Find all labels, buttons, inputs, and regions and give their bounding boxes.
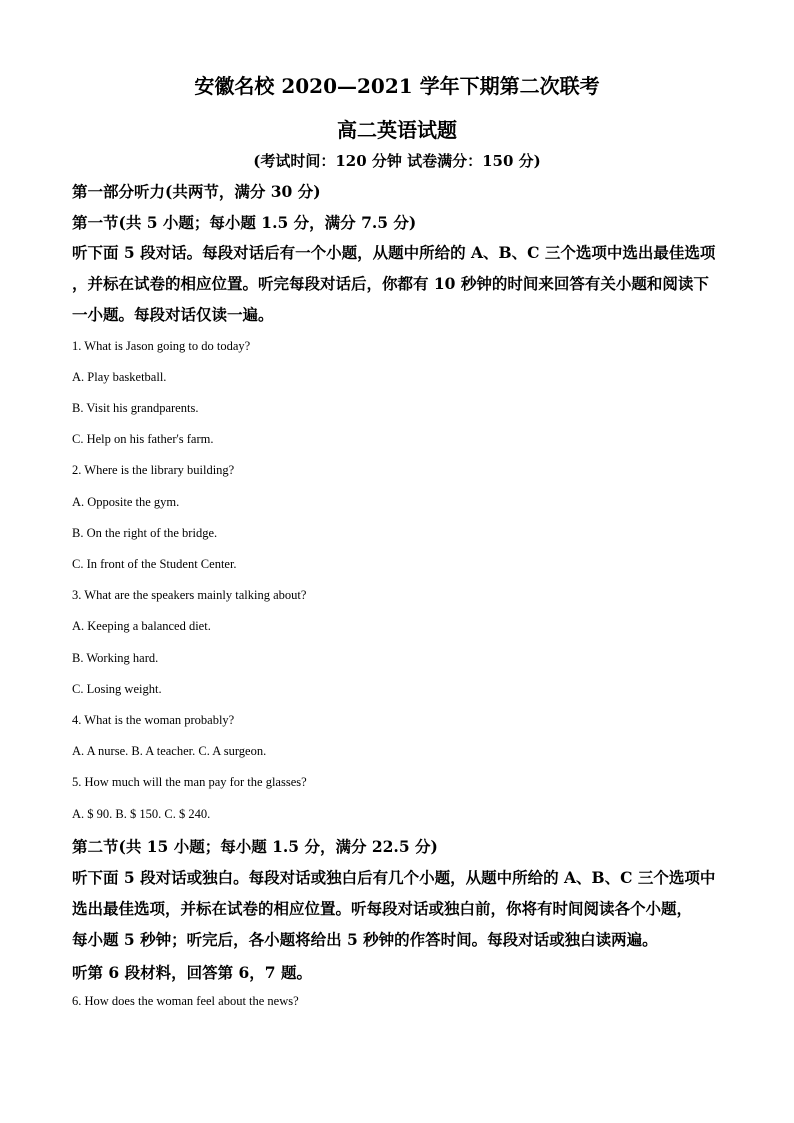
instruction-line: 一小题。每段对话仅读一遍。 — [72, 305, 274, 324]
section1-instructions — [72, 237, 728, 330]
question-5: 5. How much will the man pay for the glasses? — [72, 775, 307, 789]
option-line: A. Opposite the gym. — [72, 495, 180, 509]
exam-title: 安徽名校 2020—2021 学年下期第二次联考 — [194, 74, 600, 98]
exam-subtitle: 高二英语试题 — [337, 118, 457, 142]
instruction-line: 听下面 5 段对话。每段对话后有一个小题，从题中所给的 A、B、C 三个选项中选出最佳选项 — [72, 243, 716, 262]
option-line: C. Losing weight. — [72, 682, 162, 696]
question-1: 1. What is Jason going to do today? — [72, 339, 251, 353]
option-line: C. In front of the Student Center. — [72, 557, 237, 571]
option-line: A. A nurse. B. A teacher. C. A surgeon. — [72, 744, 267, 758]
instruction-line: 听下面 5 段对话或独白。每段对话或独白后有几个小题，从题中所给的 A、B、C 三个选项中 — [72, 868, 716, 887]
instruction-line: 选出最佳选项，并标在试卷的相应位置。听每段对话或独白前，你将有时间阅读各个小题， — [72, 899, 693, 918]
section1-heading: 第一节(共 5 小题；每小题 1.5 分，满分 7.5 分) — [72, 213, 417, 232]
option-line: B. On the right of the bridge. — [72, 526, 218, 540]
instruction-line: ，并标在试卷的相应位置。听完每段对话后，你都有 10 秒钟的时间来回答有关小题和阅读下 — [72, 274, 709, 293]
option-line: A. $ 90. B. $ 150. C. $ 240. — [72, 807, 211, 821]
section2-instructions — [72, 862, 728, 955]
question-2: 2. Where is the library building? — [72, 463, 235, 477]
option-line: A. Play basketball. — [72, 370, 167, 384]
instruction-line: 每小题 5 秒钟；听完后，各小题将给出 5 秒钟的作答时间。每段对话或独白读两遍。 — [72, 930, 658, 949]
option-line: B. Working hard. — [72, 651, 159, 665]
question-6: 6. How does the woman feel about the news? — [72, 994, 299, 1008]
material-note: 听第 6 段材料，回答第 6，7 题。 — [72, 963, 312, 982]
option-line: A. Keeping a balanced diet. — [72, 619, 211, 633]
part1-heading: 第一部分听力(共两节，满分 30 分) — [72, 182, 321, 201]
question-3: 3. What are the speakers mainly talking about? — [72, 588, 307, 602]
option-line: B. Visit his grandparents. — [72, 401, 199, 415]
section2-heading: 第二节(共 15 小题；每小题 1.5 分，满分 22.5 分) — [72, 837, 438, 856]
exam-info: (考试时间：120 分钟 试卷满分：150 分) — [253, 152, 541, 170]
question-4: 4. What is the woman probably? — [72, 713, 235, 727]
option-line: C. Help on his father's farm. — [72, 432, 214, 446]
